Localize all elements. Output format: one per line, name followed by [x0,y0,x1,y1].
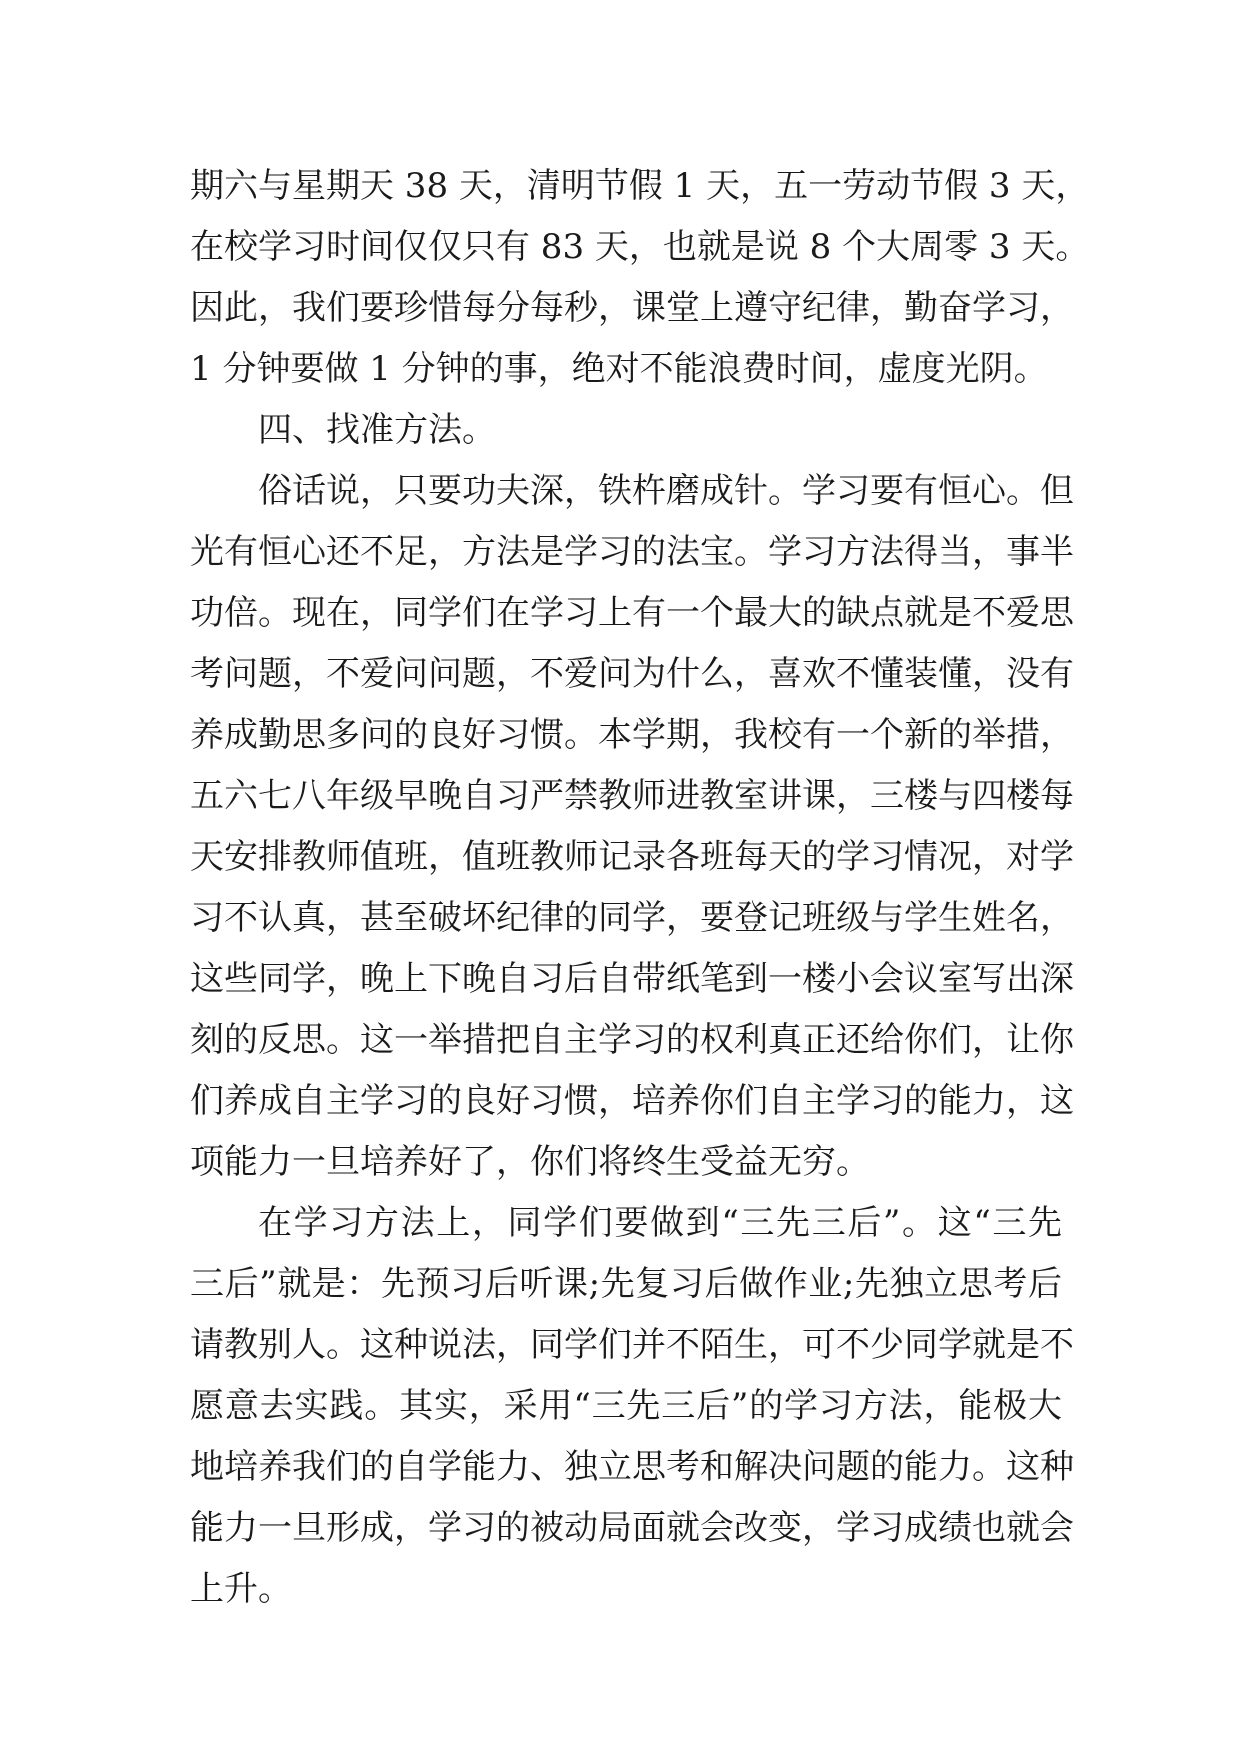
text-line: 地培养我们的自学能力、独立思考和解决问题的能力。这种 [190,1447,1074,1487]
text-line: 1 分钟要做 1 分钟的事，绝对不能浪费时间，虚度光阴。 [190,349,1048,389]
text-line: 五六七八年级早晚自习严禁教师进教室讲课，三楼与四楼每 [190,776,1074,816]
text-line: 上升。 [190,1569,292,1609]
text-line: 刻的反思。这一举措把自主学习的权利真正还给你们，让你 [190,1020,1074,1060]
text-line: 光有恒心还不足，方法是学习的法宝。学习方法得当，事半 [190,532,1074,572]
text-line: 愿意去实践。其实，采用“三先三后”的学习方法，能极大 [190,1386,1062,1426]
text-line: 项能力一旦培养好了，你们将终生受益无穷。 [190,1142,870,1182]
text-line: 因此，我们要珍惜每分每秒，课堂上遵守纪律，勤奋学习， [190,288,1074,328]
text-line: 习不认真，甚至破坏纪律的同学，要登记班级与学生姓名， [190,898,1074,938]
body-text [190,156,1090,1620]
text-line: 功倍。现在，同学们在学习上有一个最大的缺点就是不爱思 [190,593,1074,633]
text-line: 俗话说，只要功夫深，铁杵磨成针。学习要有恒心。但 [258,471,1074,511]
text-line: 能力一旦形成，学习的被动局面就会改变，学习成绩也就会 [190,1508,1074,1548]
section-heading: 四、找准方法。 [258,410,496,450]
text-line: 期六与星期天 38 天，清明节假 1 天，五一劳动节假 3 天， [190,166,1090,206]
text-line: 在校学习时间仅仅只有 83 天，也就是说 8 个大周零 3 天。 [190,227,1090,267]
text-line: 考问题，不爱问问题，不爱问为什么，喜欢不懂装懂，没有 [190,654,1074,694]
text-line: 三后”就是：先预习后听课;先复习后做作业;先独立思考后 [190,1264,1062,1304]
text-line: 天安排教师值班，值班教师记录各班每天的学习情况，对学 [190,837,1074,877]
text-line: 这些同学，晚上下晚自习后自带纸笔到一楼小会议室写出深 [190,959,1074,999]
text-line: 请教别人。这种说法，同学们并不陌生，可不少同学就是不 [190,1325,1074,1365]
text-line: 养成勤思多问的良好习惯。本学期，我校有一个新的举措， [190,715,1074,755]
text-line: 在学习方法上，同学们要做到“三先三后”。这“三先 [258,1203,1062,1243]
text-line: 们养成自主学习的良好习惯，培养你们自主学习的能力，这 [190,1081,1074,1121]
